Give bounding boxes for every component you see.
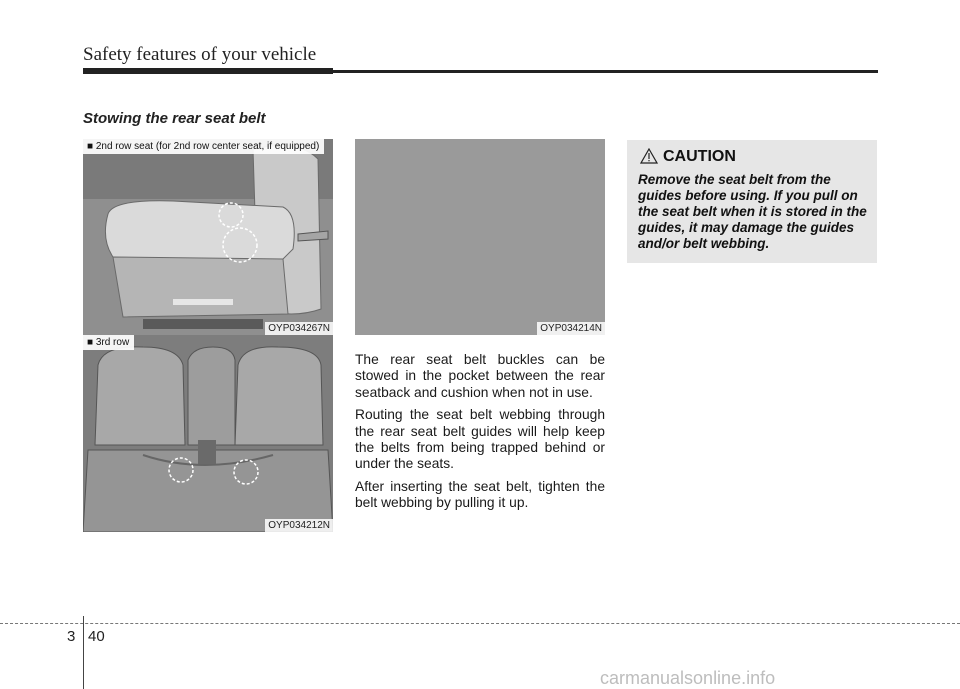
photo-code-pocket: OYP034214N: [537, 322, 605, 335]
second-row-seat-illustration: [83, 139, 333, 335]
caution-box: [627, 140, 877, 263]
photo-label-second-row: ■ 2nd row seat (for 2nd row center seat, if equipped): [83, 139, 324, 154]
seat-pocket-illustration: [355, 139, 605, 335]
caution-text: Remove the seat belt from the guides before using. If you pull on the seat belt when it is stored in the guides, it may damage the guides and/or belt webbing.: [638, 172, 867, 251]
photo-code-second-row: OYP034267N: [265, 322, 333, 335]
photo-third-row-seat: [83, 335, 333, 532]
photo-second-row-seat: [83, 139, 333, 335]
body-paragraph: After inserting the seat belt, tighten the belt webbing by pulling it up.: [355, 478, 605, 511]
header-rule: [83, 70, 878, 73]
warning-triangle-icon: [640, 148, 658, 164]
body-paragraph: Routing the seat belt webbing through the rear seat belt guides will help keep the belts from being trapped behind or under the seats.: [355, 407, 605, 472]
page-header-title: Safety features of your vehicle: [83, 44, 317, 65]
page-chapter-number: 3: [67, 628, 76, 645]
photo-seat-pocket: [355, 139, 605, 335]
watermark: carmanualsonline.info: [600, 668, 776, 688]
caution-title: CAUTION: [663, 148, 736, 165]
photo-code-third-row: OYP034212N: [265, 519, 333, 532]
section-heading: Stowing the rear seat belt: [83, 110, 266, 127]
footer-dashed-rule: [0, 623, 960, 624]
body-text: [355, 352, 605, 518]
page-number: 40: [88, 628, 105, 645]
footer-vertical-rule: [83, 616, 84, 689]
photo-label-third-row: ■ 3rd row: [83, 335, 134, 350]
third-row-seat-illustration: [83, 335, 333, 532]
body-paragraph: The rear seat belt buckles can be stowed in the pocket between the rear seatback and cushion when not in use.: [355, 352, 605, 400]
